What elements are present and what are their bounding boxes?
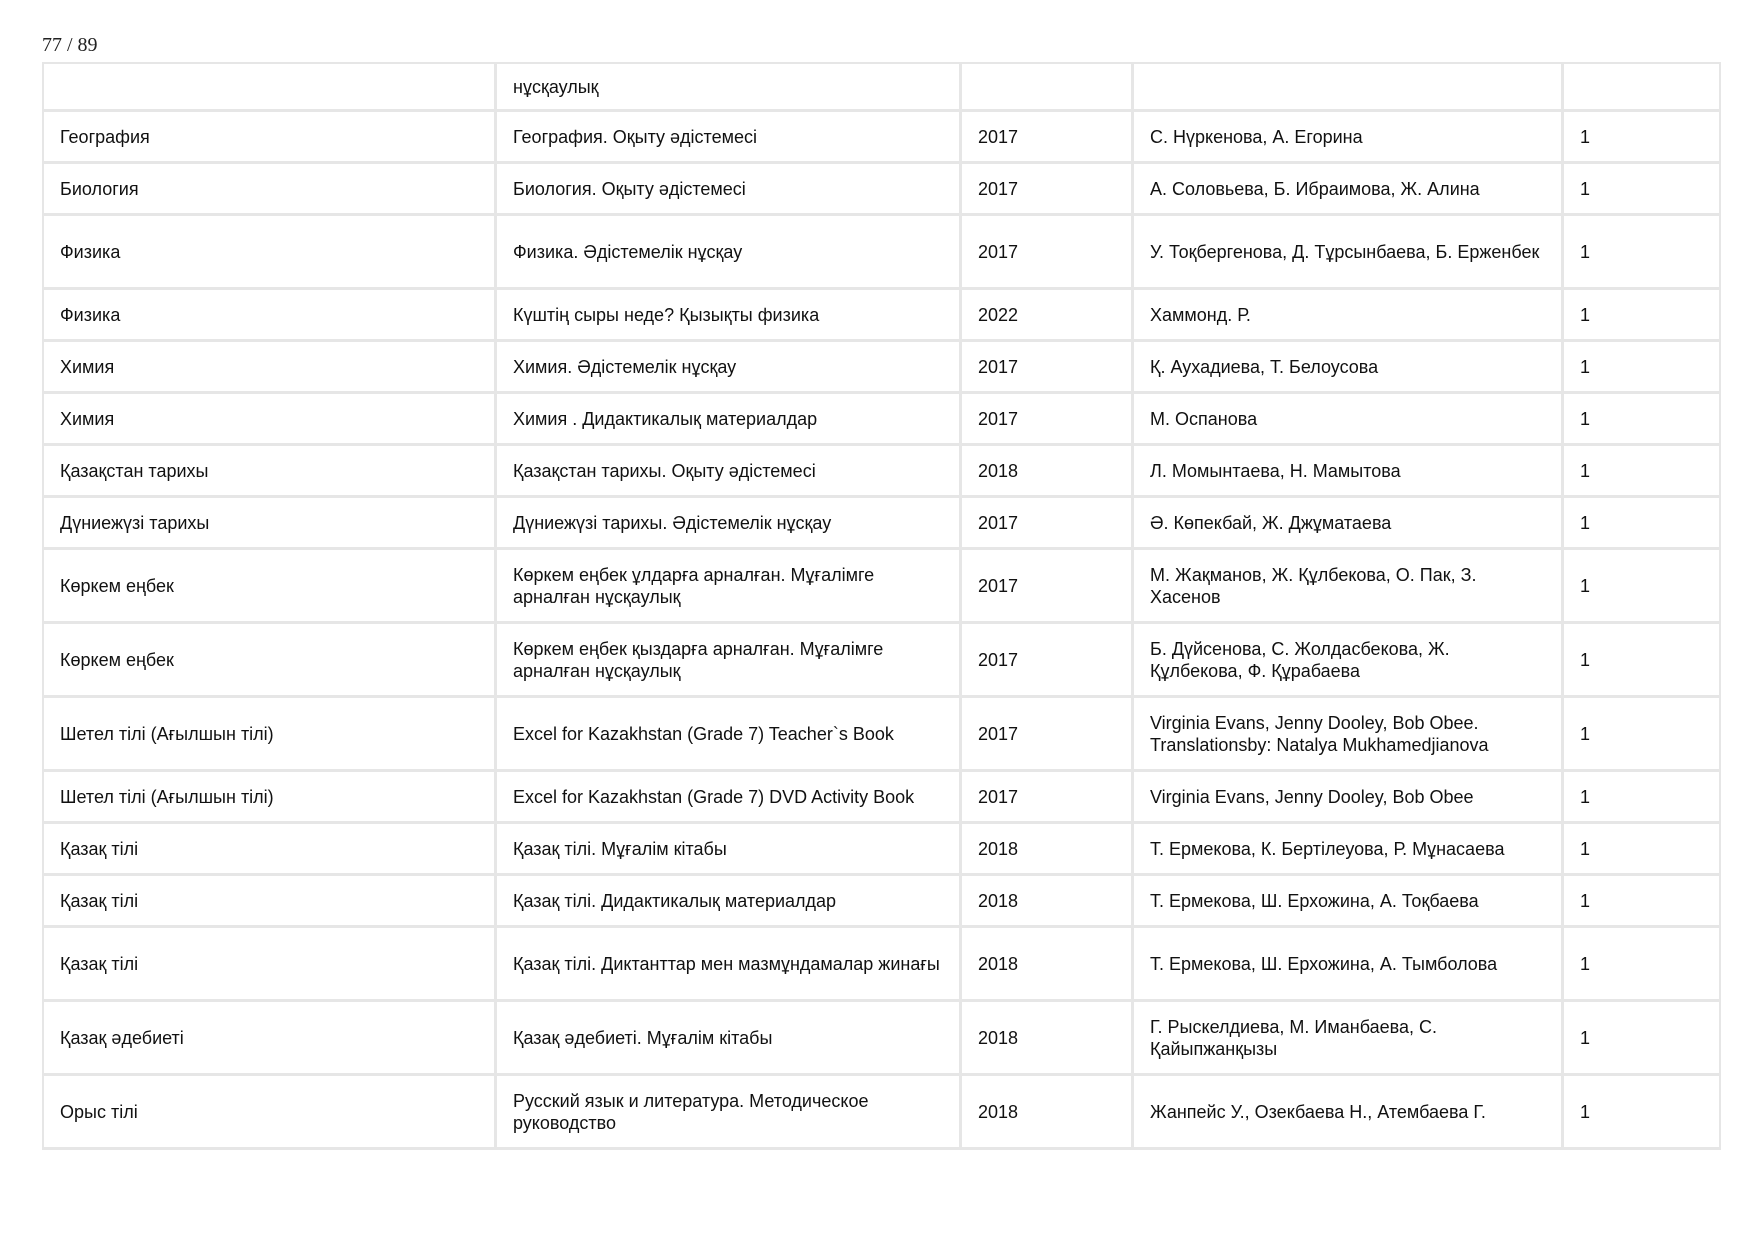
year-cell: 2018 [962, 824, 1134, 876]
title-cell: Көркем еңбек ұлдарға арналған. Мұғалімге арналған нұсқаулық [497, 550, 962, 624]
table-row [42, 698, 1721, 772]
subject-cell: Химия [42, 342, 497, 394]
authors-cell: Г. Рыскелдиева, М. Иманбаева, С. Қайыпжанқызы [1134, 1002, 1564, 1076]
subject-cell: Қазақ тілі [42, 824, 497, 876]
quantity-cell: 1 [1564, 928, 1721, 1002]
subject-cell: Қазақ тілі [42, 928, 497, 1002]
title-cell: Қазақ әдебиеті. Мұғалім кітабы [497, 1002, 962, 1076]
authors-cell: У. Тоқбергенова, Д. Тұрсынбаева, Б. Ерженбек [1134, 216, 1564, 290]
table-row [42, 624, 1721, 698]
title-cell: Қазақ тілі. Дидактикалық материалдар [497, 876, 962, 928]
table-row [42, 62, 1721, 112]
subject-cell: Шетел тілі (Ағылшын тілі) [42, 698, 497, 772]
title-cell: Көркем еңбек қыздарға арналған. Мұғалімге арналған нұсқаулық [497, 624, 962, 698]
authors-cell: А. Соловьева, Б. Ибраимова, Ж. Алина [1134, 164, 1564, 216]
year-cell: 2017 [962, 698, 1134, 772]
subject-cell: Биология [42, 164, 497, 216]
quantity-cell: 1 [1564, 550, 1721, 624]
title-cell: Excel for Kazakhstan (Grade 7) DVD Activity Book [497, 772, 962, 824]
authors-cell: Ә. Көпекбай, Ж. Джұматаева [1134, 498, 1564, 550]
year-cell: 2017 [962, 394, 1134, 446]
quantity-cell: 1 [1564, 216, 1721, 290]
year-cell: 2017 [962, 342, 1134, 394]
quantity-cell: 1 [1564, 1002, 1721, 1076]
year-cell: 2017 [962, 164, 1134, 216]
subject-cell: Көркем еңбек [42, 550, 497, 624]
subject-cell: Қазақ тілі [42, 876, 497, 928]
quantity-cell: 1 [1564, 824, 1721, 876]
year-cell [962, 62, 1134, 112]
authors-cell: М. Жақманов, Ж. Құлбекова, О. Пак, З. Хасенов [1134, 550, 1564, 624]
authors-cell: Л. Момынтаева, Н. Мамытова [1134, 446, 1564, 498]
quantity-cell: 1 [1564, 342, 1721, 394]
authors-cell [1134, 62, 1564, 112]
authors-cell: Т. Ермекова, Ш. Ерхожина, А. Тоқбаева [1134, 876, 1564, 928]
year-cell: 2017 [962, 624, 1134, 698]
quantity-cell: 1 [1564, 394, 1721, 446]
authors-cell: Virginia Evans, Jenny Dooley, Bob Obee. Translationsby: Natalya Mukhamedjianova [1134, 698, 1564, 772]
table-row [42, 216, 1721, 290]
title-cell: Қазақстан тарихы. Оқыту әдістемесі [497, 446, 962, 498]
subject-cell: Шетел тілі (Ағылшын тілі) [42, 772, 497, 824]
quantity-cell: 1 [1564, 112, 1721, 164]
year-cell: 2018 [962, 876, 1134, 928]
table-row [42, 446, 1721, 498]
year-cell: 2018 [962, 446, 1134, 498]
year-cell: 2017 [962, 550, 1134, 624]
quantity-cell: 1 [1564, 1076, 1721, 1150]
year-cell: 2018 [962, 1076, 1134, 1150]
quantity-cell: 1 [1564, 624, 1721, 698]
authors-cell: Қ. Аухадиева, Т. Белоусова [1134, 342, 1564, 394]
authors-cell: Б. Дүйсенова, С. Жолдасбекова, Ж. Құлбекова, Ф. Құрабаева [1134, 624, 1564, 698]
title-cell: Химия . Дидактикалық материалдар [497, 394, 962, 446]
title-cell: нұсқаулық [497, 62, 962, 112]
authors-cell: Virginia Evans, Jenny Dooley, Bob Obee [1134, 772, 1564, 824]
quantity-cell [1564, 62, 1721, 112]
year-cell: 2017 [962, 112, 1134, 164]
quantity-cell: 1 [1564, 772, 1721, 824]
title-cell: Қазақ тілі. Диктанттар мен мазмұндамалар жинағы [497, 928, 962, 1002]
title-cell: Дүниежүзі тарихы. Әдістемелік нұсқау [497, 498, 962, 550]
title-cell: Биология. Оқыту әдістемесі [497, 164, 962, 216]
authors-cell: Т. Ермекова, К. Бертілеуова, Р. Мұнасаева [1134, 824, 1564, 876]
subject-cell: Қазақ әдебиеті [42, 1002, 497, 1076]
table-body [42, 62, 1721, 1150]
subject-cell: Қазақстан тарихы [42, 446, 497, 498]
authors-cell: Т. Ермекова, Ш. Ерхожина, А. Тымболова [1134, 928, 1564, 1002]
table-row [42, 1002, 1721, 1076]
book-list-table [42, 62, 1721, 1150]
table-row [42, 498, 1721, 550]
subject-cell: Орыс тілі [42, 1076, 497, 1150]
table-row [42, 164, 1721, 216]
table-row [42, 876, 1721, 928]
subject-cell [42, 62, 497, 112]
subject-cell: Дүниежүзі тарихы [42, 498, 497, 550]
authors-cell: С. Нүркенова, А. Егорина [1134, 112, 1564, 164]
subject-cell: Физика [42, 290, 497, 342]
subject-cell: Химия [42, 394, 497, 446]
subject-cell: География [42, 112, 497, 164]
title-cell: География. Оқыту әдістемесі [497, 112, 962, 164]
quantity-cell: 1 [1564, 446, 1721, 498]
title-cell: Excel for Kazakhstan (Grade 7) Teacher`s Book [497, 698, 962, 772]
title-cell: Химия. Әдістемелік нұсқау [497, 342, 962, 394]
year-cell: 2017 [962, 216, 1134, 290]
quantity-cell: 1 [1564, 876, 1721, 928]
quantity-cell: 1 [1564, 164, 1721, 216]
subject-cell: Физика [42, 216, 497, 290]
authors-cell: Жанпейс У., Озекбаева Н., Атембаева Г. [1134, 1076, 1564, 1150]
year-cell: 2017 [962, 498, 1134, 550]
page-number: 77 / 89 [42, 34, 98, 56]
table-row [42, 928, 1721, 1002]
table-row [42, 342, 1721, 394]
table-row [42, 112, 1721, 164]
quantity-cell: 1 [1564, 290, 1721, 342]
table-row [42, 824, 1721, 876]
title-cell: Қазақ тілі. Мұғалім кітабы [497, 824, 962, 876]
year-cell: 2018 [962, 928, 1134, 1002]
authors-cell: Хаммонд. Р. [1134, 290, 1564, 342]
subject-cell: Көркем еңбек [42, 624, 497, 698]
table-row [42, 1076, 1721, 1150]
year-cell: 2022 [962, 290, 1134, 342]
table-row [42, 394, 1721, 446]
title-cell: Русский язык и литература. Методическое руководство [497, 1076, 962, 1150]
year-cell: 2018 [962, 1002, 1134, 1076]
table-row [42, 290, 1721, 342]
table-row [42, 772, 1721, 824]
year-cell: 2017 [962, 772, 1134, 824]
quantity-cell: 1 [1564, 698, 1721, 772]
title-cell: Физика. Әдістемелік нұсқау [497, 216, 962, 290]
authors-cell: М. Оспанова [1134, 394, 1564, 446]
quantity-cell: 1 [1564, 498, 1721, 550]
table-row [42, 550, 1721, 624]
title-cell: Күштің сыры неде? Қызықты физика [497, 290, 962, 342]
